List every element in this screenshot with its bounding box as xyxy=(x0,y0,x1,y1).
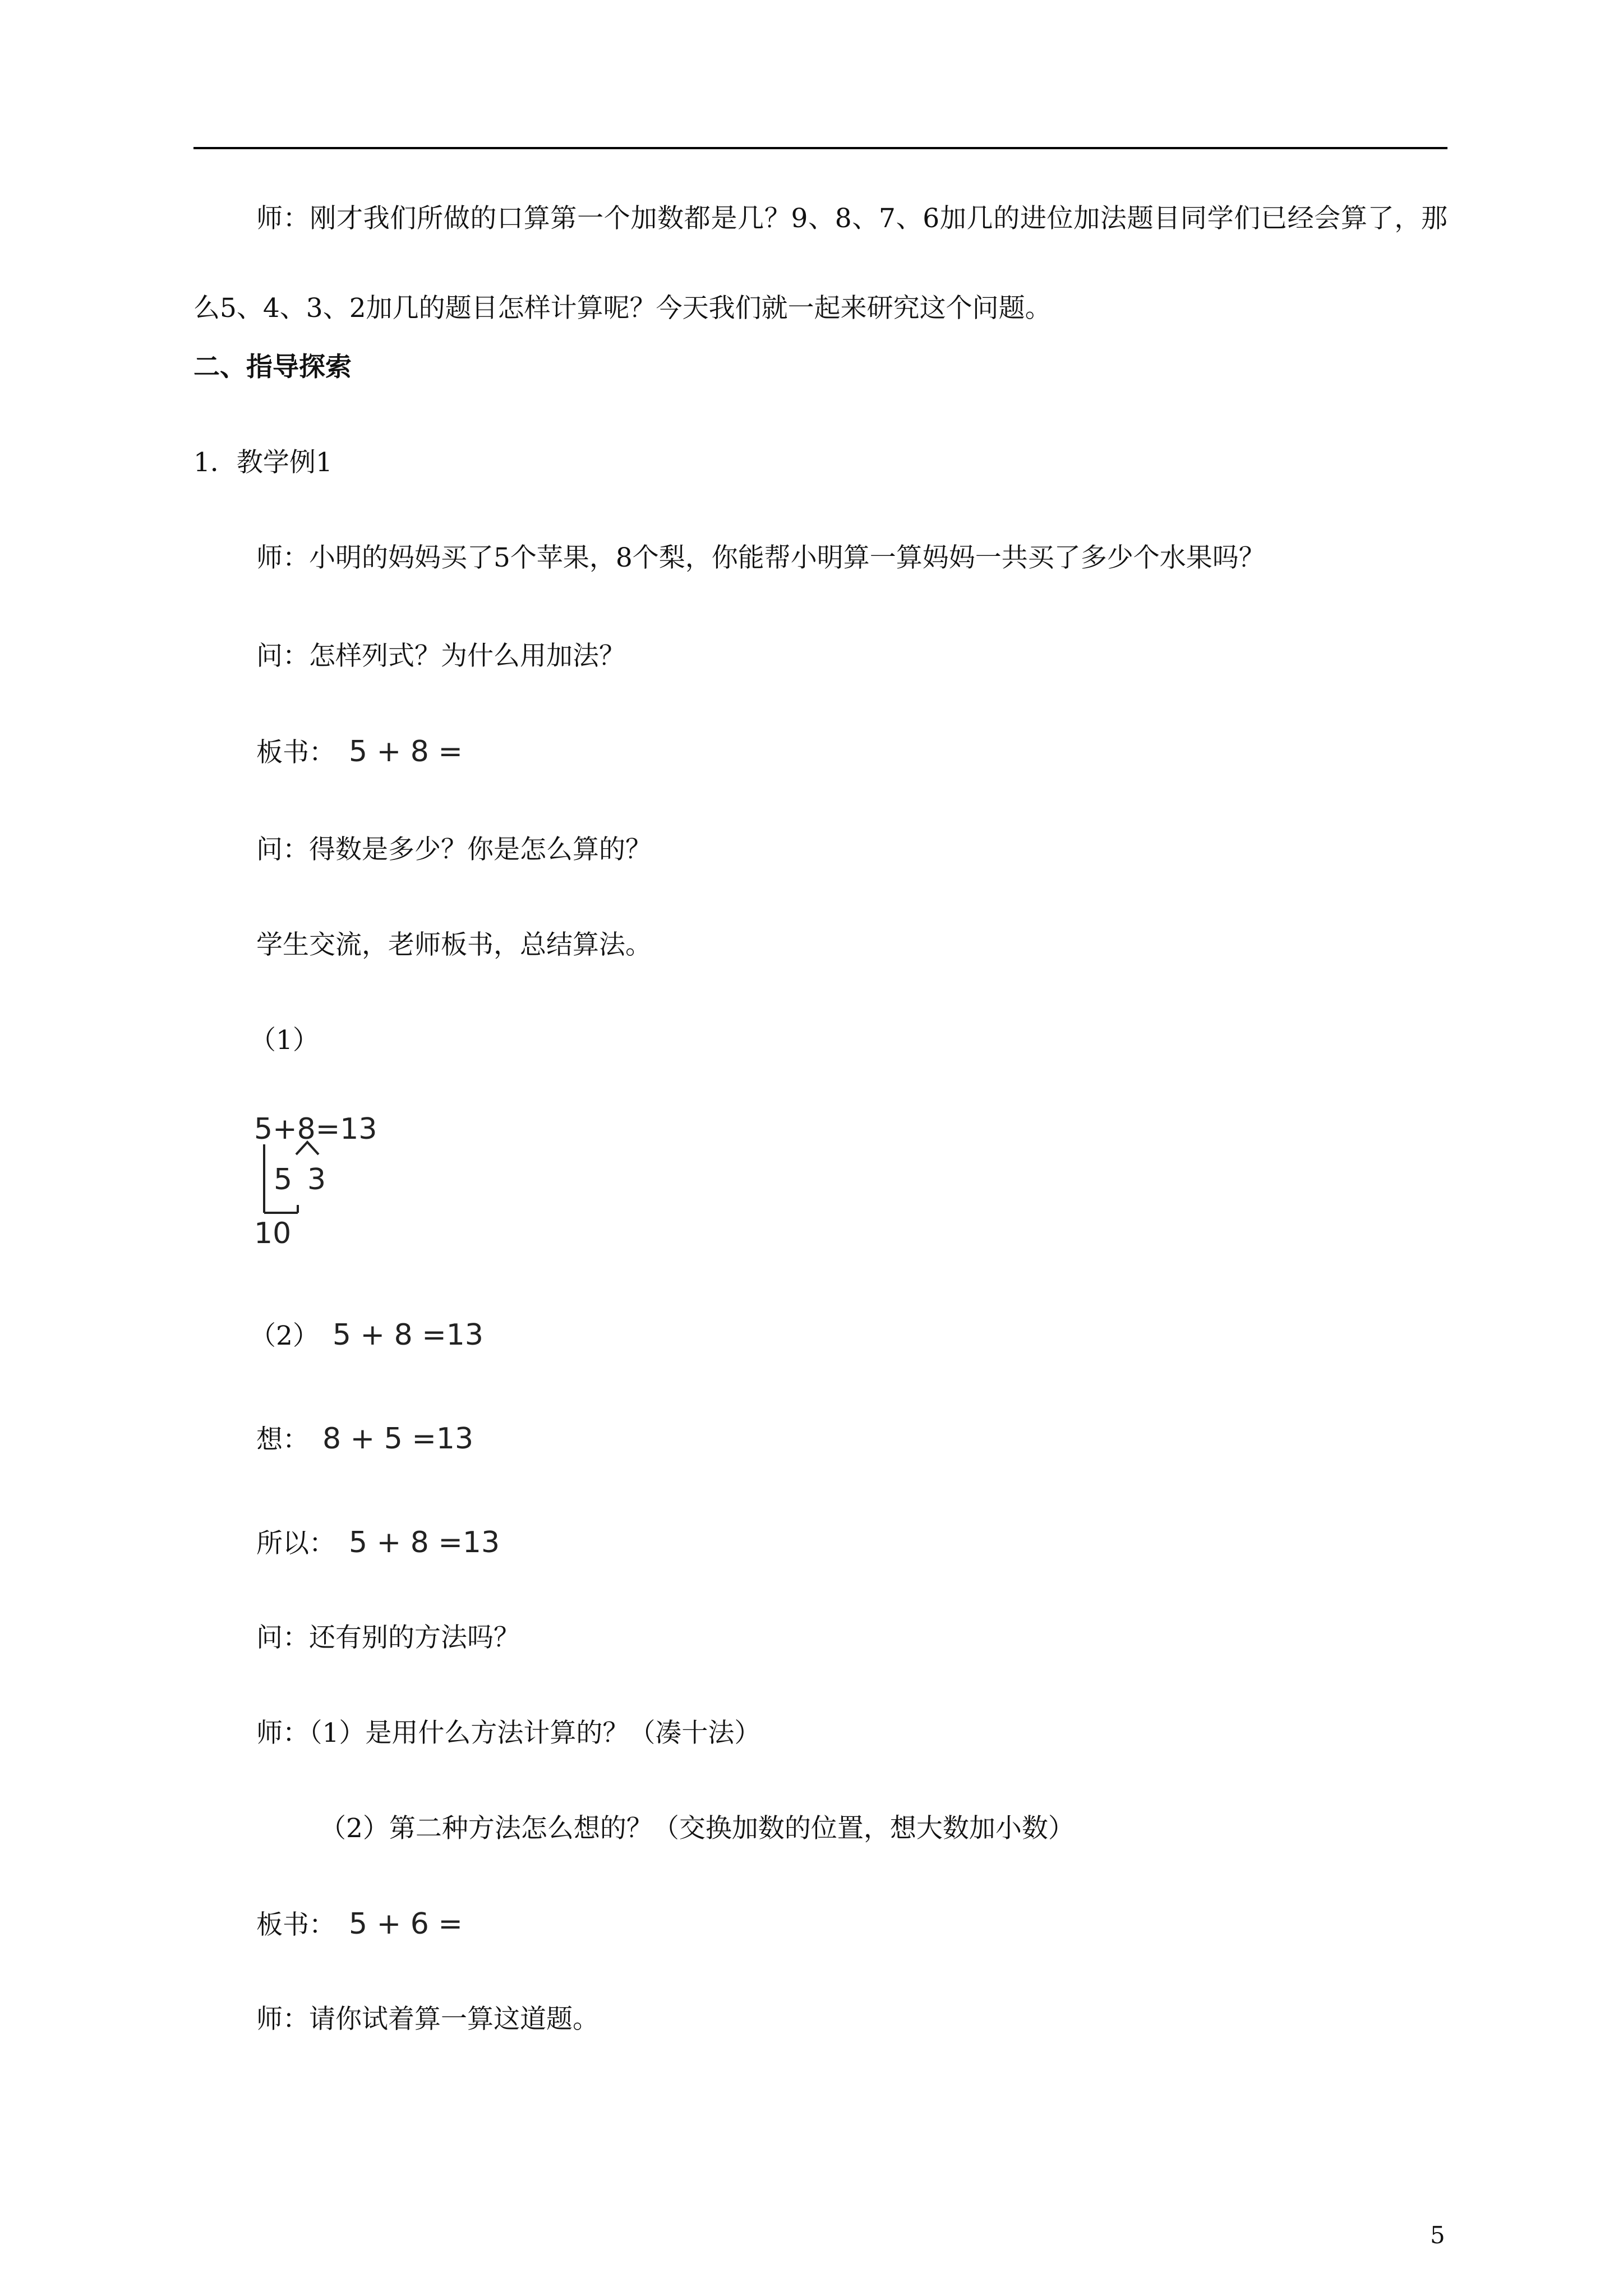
decomp-equation: 5+8=13 xyxy=(254,1112,377,1146)
example-heading: 1．教学例1 xyxy=(193,447,333,478)
method-2-line xyxy=(250,1318,483,1353)
intro-paragraph: 师：刚才我们所做的口算第一个加数都是几？9、8、7、6加几的进位加法题目同学们已经会算了，那么5、4、3、2加几的题目怎样计算呢？今天我们就一起来研究这个问题。 xyxy=(193,203,1447,324)
make-ten-diagram xyxy=(254,1105,400,1251)
decomp-part-b: 3 xyxy=(307,1163,326,1197)
teacher-q2: （2）第二种方法怎么想的？（交换加数的位置，想大数加小数） xyxy=(320,1813,1075,1844)
page-number: 5 xyxy=(1430,2221,1445,2249)
board-label-2: 板书： xyxy=(256,1910,335,1940)
section-heading: 二、指导探索 xyxy=(193,352,352,383)
think-label: 想： xyxy=(256,1424,309,1455)
board-line-2 xyxy=(256,1907,463,1942)
think-line xyxy=(256,1422,473,1457)
decomp-part-a: 5 xyxy=(274,1163,293,1197)
ask-result: 问：得数是多少？你是怎么算的？ xyxy=(256,834,652,865)
method-2-equation: 5 + 8 =13 xyxy=(332,1318,483,1352)
teacher-try: 师：请你试着算一算这道题。 xyxy=(256,2004,599,2035)
student-exchange: 学生交流，老师板书，总结算法。 xyxy=(256,930,652,960)
method-2-label: （2） xyxy=(250,1320,319,1351)
board-label: 板书： xyxy=(256,737,335,768)
ask-formula: 问：怎样列式？为什么用加法？ xyxy=(256,641,625,671)
so-label: 所以： xyxy=(256,1528,335,1559)
board-equation: 5 + 8 = xyxy=(349,735,463,769)
so-equation: 5 + 8 =13 xyxy=(349,1526,500,1559)
method-1-label: （1） xyxy=(250,1025,319,1056)
teacher-question: 师：小明的妈妈买了5个苹果，8个梨，你能帮小明算一算妈妈一共买了多少个水果吗？ xyxy=(256,542,1265,573)
think-equation: 8 + 5 =13 xyxy=(322,1422,474,1456)
decomp-ten: 10 xyxy=(254,1217,292,1250)
board-equation-2: 5 + 6 = xyxy=(349,1907,463,1941)
teacher-q1: 师：（1）是用什么方法计算的？（凑十法） xyxy=(256,1718,761,1749)
so-line xyxy=(256,1526,500,1561)
header-rule xyxy=(193,147,1447,149)
ask-other: 问：还有别的方法吗？ xyxy=(256,1622,520,1653)
board-line-1 xyxy=(256,735,463,770)
